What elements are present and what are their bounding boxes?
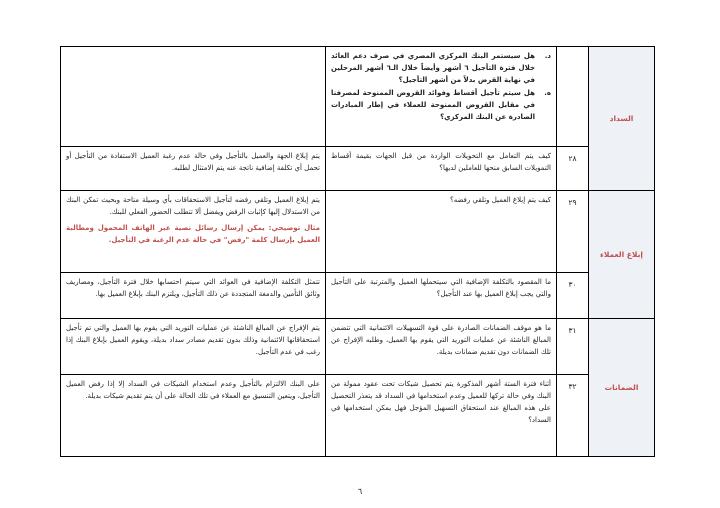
question-cell: أثناء فترة الستة أشهر المذكورة يتم تحصيل شيكات تحت عقود ممولة من البنك وفي حالة تركها للعميل وعدم استخدامها في السداد قد يتعذر التحصيل على هذه المبالغ عند استحقاق التسهيل المؤجل فهل يمكن استخدامها في السداد؟ (326, 375, 557, 457)
sub-text: هل سيستمر البنك المركزي المصري في صرف دعم العائد خلال فترة التأجيل ٦ أشهر وأيضاً خلال الـ٦ أشهر المرحلين في نهاية القرض بدلاً من أشهر التأجيل؟ (331, 52, 535, 84)
question-cell: ما هو موقف الضمانات الصادرة على قوة التسهيلات الائتمانية التي تتضمن المبالغ الناشئة عن عمليات التوريد التي يقوم بها العميل، وطلبه الإفراج عن تلك الضمانات دون تقديم ضمانات بديلة. (326, 319, 557, 375)
sub-question-e (331, 87, 551, 123)
page-number: ٦ (357, 487, 363, 496)
sub-label: ه. (544, 89, 551, 97)
question-cell (326, 47, 557, 147)
answer-cell: تتمثل التكلفة الإضافية في العوائد التي سيتم احتسابها خلال فترة التأجيل، ومصاريف وثائق التأمين والدمغة المتجددة عن ذلك التأجيل، ويلتزم البنك بإبلاغ العميل بها. (61, 273, 326, 319)
table-row (61, 319, 655, 375)
table-row (61, 191, 655, 273)
question-cell: كيف يتم إبلاغ العميل وتلقي رفضه؟ (326, 191, 557, 273)
row-number-empty (557, 47, 589, 147)
example-note: مثال توضيحي: يمكن إرسال رسائل نصية عبر الهاتف المحمول ومطالبة العميل بإرسال كلمة "رفض" في حالة عدم الرغبة في التأجيل. (66, 224, 320, 244)
answer-cell: يتم إبلاغ الجهة والعميل بالتأجيل وفي حالة عدم رغبة العميل الاستفادة من التأجيل أو تحمل أي تكلفة إضافية ناتجة عنه يتم الامتثال لطلبه. (61, 147, 326, 191)
section-label-guarantees: الضمانات (589, 319, 655, 457)
section-label-notify: إبلاغ العملاء (589, 191, 655, 319)
question-cell: ما المقصود بالتكلفة الإضافية التي سيتحملها العميل والمترتبة على التأجيل والتي يجب إبلاغ العميل بها عند التأجيل؟ (326, 273, 557, 319)
row-number: ٣٠ (557, 273, 589, 319)
table-row (61, 273, 655, 319)
table-row (61, 47, 655, 147)
row-number: ٣١ (557, 319, 589, 375)
table-row (61, 147, 655, 191)
question-cell: كيف يتم التعامل مع التحويلات الواردة من قبل الجهات بقيمة أقساط التمويلات السابق منحها للعاملين لديها؟ (326, 147, 557, 191)
sub-label: د. (544, 52, 551, 60)
answer-text: يتم إبلاغ العميل وتلقي رفضه لتأجيل الاستحقاقات بأي وسيلة متاحة وبحيث تمكن البنك من الاستدلال إليها كإثبات الرفض ويفضل ألا تتطلب الحضور الفعلي للبنك. (66, 196, 320, 216)
document-page (60, 46, 654, 457)
row-number: ٢٩ (557, 191, 589, 273)
sub-text: هل سيتم تأجيل أقساط وفوائد القروض الممنوحة لمصرفنا في مقابل القروض الممنوحة للعملاء في إطار المبادرات الصادرة عن البنك المركزي؟ (331, 89, 535, 121)
answer-cell: على البنك الالتزام بالتأجيل وعدم استخدام الشيكات في السداد إلا إذا رفض العميل التأجيل، ويتعين التنسيق مع العملاء في تلك الحالة على أن يتم تقديم شيكات بديلة. (61, 375, 326, 457)
answer-cell (61, 191, 326, 273)
table-row (61, 375, 655, 457)
answer-cell-empty (61, 47, 326, 147)
answer-cell: يتم الإفراج عن المبالغ الناشئة عن عمليات التوريد التي يقوم بها العميل والتي تم تأجيل استحقاقاتها الائتمانية وذلك بدون تقديم مصادر سداد بديلة، ويقوم العميل بإبلاغ البنك إذا رغب في عدم التأجيل. (61, 319, 326, 375)
faq-table (60, 46, 655, 457)
row-number: ٣٢ (557, 375, 589, 457)
sub-question-d (331, 50, 551, 86)
row-number: ٢٨ (557, 147, 589, 191)
section-label-repayment: السداد (589, 47, 655, 191)
